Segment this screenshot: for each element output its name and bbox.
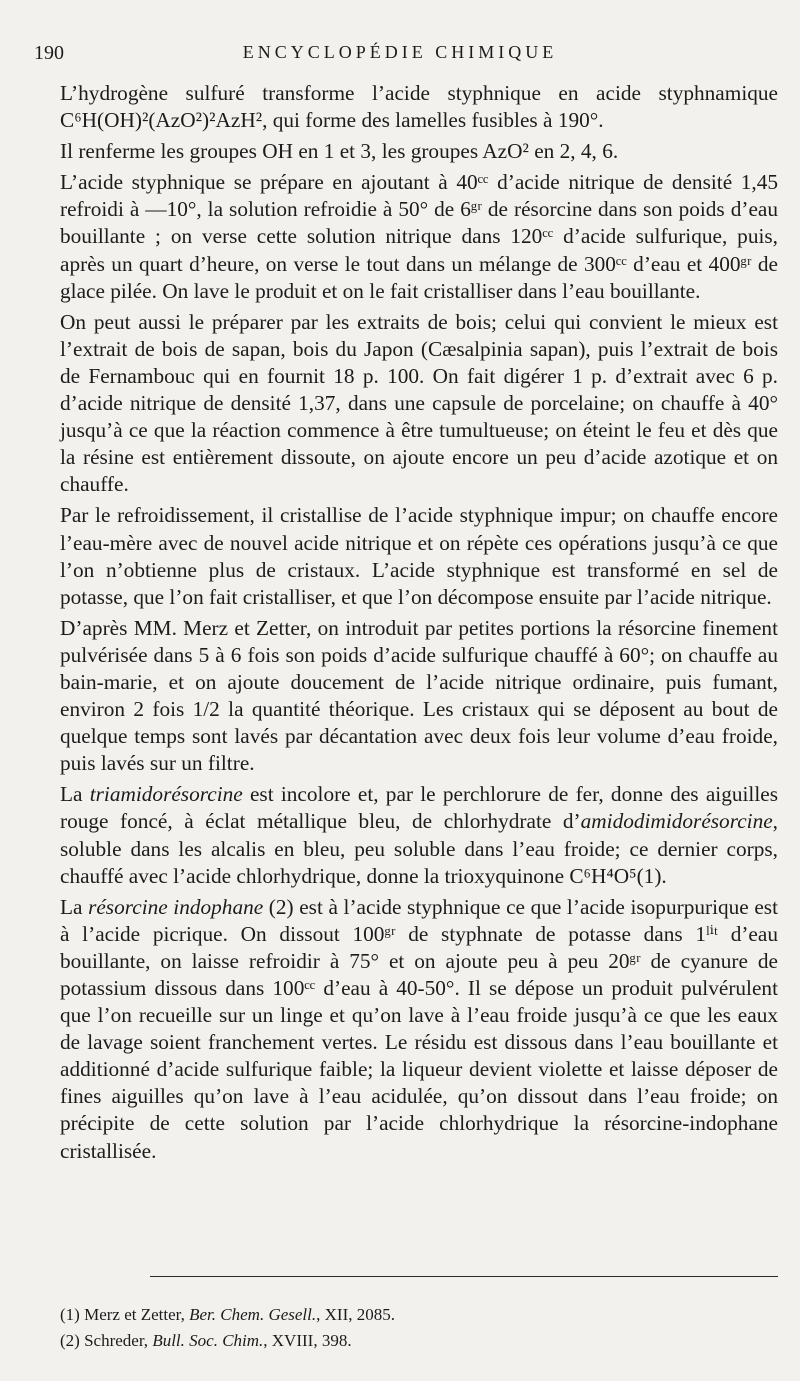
paragraph: L’acide styphnique se prépare en ajoutant à 40ᶜᶜ d’acide nitrique de densité 1,45 refroidi à —10°, la solution refroidie à 50° de 6ᵍʳ de résorcine dans son poids d’eau bouillante ; on verse cette solution nitrique dans 120ᶜᶜ d’acide sulfurique, puis, après un quart d’heure, on verse le tout dans un mélange de 300ᶜᶜ d’eau et 400ᵍʳ de glace pilée. On lave le produit et on le fait cristalliser dans l’eau bouillante. <box>60 170 778 303</box>
footnotes <box>60 1302 760 1354</box>
italic-term: résorcine indophane <box>88 894 264 919</box>
paragraph-triamidoresorcine <box>60 781 778 889</box>
footnote-journal: Bull. Soc. Chim. <box>152 1331 264 1350</box>
footnote-author: Merz et Zetter, <box>84 1305 190 1324</box>
paragraph: L’hydrogène sulfuré transforme l’acide styphnique en acide styphnamique C⁶H(OH)²(AzO²)²AzH², qui forme des lamelles fusibles à 190°. <box>60 81 778 133</box>
footnote-journal: Ber. Chem. Gesell. <box>189 1305 317 1324</box>
footnote-ref: , XII, 2085. <box>316 1305 395 1324</box>
footnote-author: Schreder, <box>84 1331 153 1350</box>
text-span: est incolore et, par le perchlorure de fer, donne des aiguilles rouge foncé, à éclat métallique bleu, de chlorhydrate d’ <box>60 782 778 834</box>
footnote-ref: , XVIII, 398. <box>263 1331 352 1350</box>
footnote <box>60 1328 760 1354</box>
text-span: La <box>60 894 89 919</box>
text-span: (2) est à l’acide styphnique ce que l’acide isopurpurique est à l’acide picrique. On dissout 100ᵍʳ de styphnate de potasse dans 1ˡⁱᵗ d’eau bouillante, on laisse refroidir à 75° et on ajoute peu à peu 20ᵍʳ de cyanure de potassium dissous dans 100ᶜᶜ d’eau à 40-50°. Il se dépose un produit pulvérulent que l’on recueille sur un linge et qu’on lave à l’eau froide jusqu’à ce que les eaux de lavage soient franchement vertes. Le résidu est dissous dans l’eau bouillante et additionné d’acide sulfurique faible; la liqueur devient violette et laisse déposer de fines aiguilles qu’on lave à l’eau acidulée, qu’on dissout dans l’eau froide; on précipite de cette solution par l’acide chlorhydrique la résorcine-indophane cristallisée. <box>60 894 778 1163</box>
italic-term: triamidorésorcine <box>89 782 243 807</box>
text-span: , soluble dans les alcalis en bleu, peu soluble dans l’eau froide; ce dernier corps, chauffé avec l’acide chlorhydrique, donne la trioxyquinone C⁶H⁴O⁵(1). <box>60 809 778 888</box>
paragraph-resorcine-indophane <box>60 894 778 1165</box>
italic-term: amidodimidorésorcine <box>580 809 773 834</box>
text-span: La <box>60 782 90 807</box>
paragraph: Il renferme les groupes OH en 1 et 3, les groupes AzO² en 2, 4, 6. <box>60 139 619 164</box>
paragraph: Par le refroidissement, il cristallise de l’acide styphnique impur; on chauffe encore l’eau-mère avec de nouvel acide nitrique et on répète ces opérations jusqu’à ce que l’on n’obtienne plus de cristaux. L’acide styphnique est transformé en sel de potasse, que l’on fait cristalliser, et que l’on décompose ensuite par l’acide nitrique. <box>60 503 778 609</box>
footnote <box>60 1302 760 1328</box>
footnote-divider <box>150 1276 778 1277</box>
footnote-marker: (1) <box>60 1305 80 1324</box>
page-number: 190 <box>34 42 64 64</box>
paragraph: On peut aussi le préparer par les extraits de bois; celui qui convient le mieux est l’extrait de bois de sapan, bois du Japon (Cæsalpinia sapan), puis l’extrait de bois de Fernambouc qui en fournit 18 p. 100. On fait digérer 1 p. d’extrait avec 6 p. d’acide nitrique de densité 1,37, dans une capsule de porcelaine; on chauffe à 40° jusqu’à ce que la réaction commence à être tumultueuse; on éteint le feu et dès que la résine est entièrement dissoute, on ajoute encore un peu d’acide azotique et on chauffe. <box>60 309 778 497</box>
running-title: ENCYCLOPÉDIE CHIMIQUE <box>242 42 558 62</box>
body-text <box>60 80 778 1169</box>
footnote-marker: (2) <box>60 1331 80 1350</box>
paragraph: D’après MM. Merz et Zetter, on introduit par petites portions la résorcine finement pulvérisée dans 5 à 6 fois son poids d’acide sulfurique chauffé à 60°; on chauffe au bain-marie, et on ajoute doucement de l’acide nitrique ordinaire, puis fumant, environ 2 fois 1/2 la quantité théorique. Les cristaux qui se déposent au bout de quelque temps sont lavés par décantation avec deux fois leur volume d’eau froide, puis lavés sur un filtre. <box>60 615 778 776</box>
page-header <box>34 42 766 72</box>
